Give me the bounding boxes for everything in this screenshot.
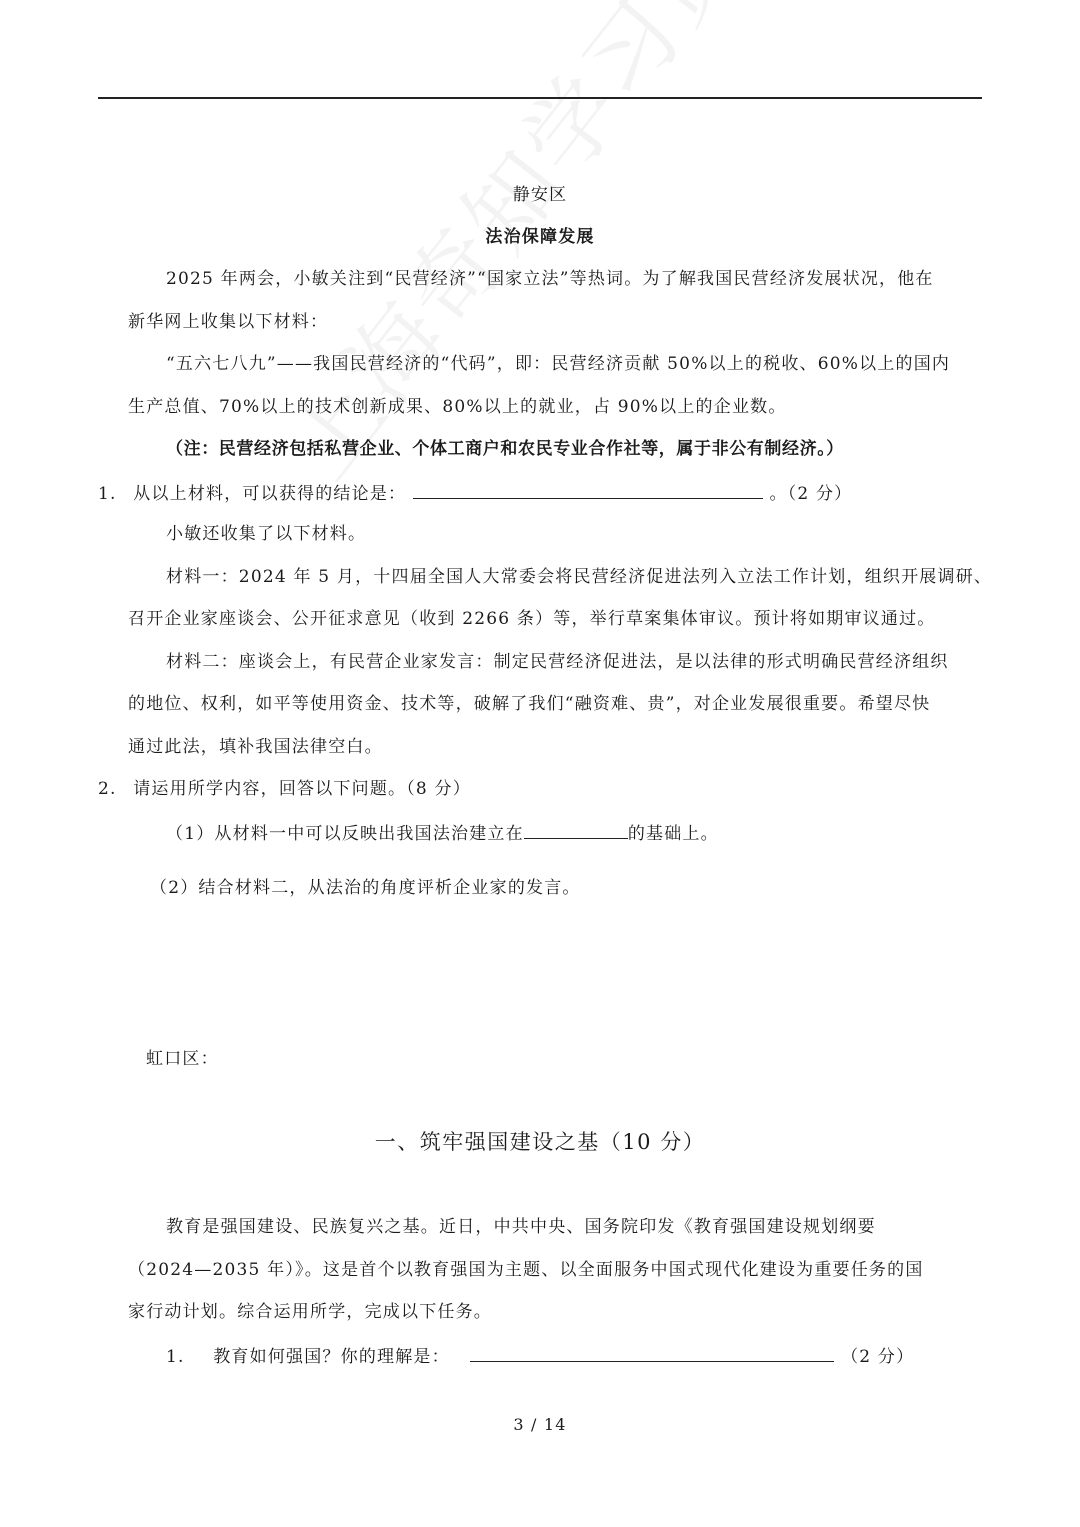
section-2-title: 一、筑牢强国建设之基（10 分） [374, 1130, 706, 1154]
question-2 [98, 777, 471, 801]
district-hongkou: 虹口区： [146, 1049, 219, 1069]
question-text: 请运用所学内容，回答以下问题。（8 分） [133, 779, 471, 799]
watermark [250, 0, 1080, 501]
education-line1: 教育是强国建设、民族复兴之基。近日，中共中央、国务院印发《教育强国建设规划纲要 [166, 1217, 876, 1237]
header-rule [98, 97, 982, 99]
question-text: 教育如何强国？你的理解是： [213, 1347, 450, 1367]
material-one-line2: 召开企业家座谈会、公开征求意见（收到 2266 条）等，举行草案集体审议。预计将如期审议通过。 [128, 609, 936, 629]
section-title: 法治保障发展 [485, 227, 595, 247]
material-two-line3: 通过此法，填补我国法律空白。 [128, 737, 383, 757]
material-two-line2: 的地位、权利，如平等使用资金、技术等，破解了我们“融资难、贵”，对企业发展很重要。希望尽快 [128, 694, 931, 714]
answer-blank[interactable] [413, 480, 763, 499]
question-1 [98, 480, 852, 506]
question-3 [166, 1343, 914, 1369]
material-one-line1: 材料一：2024 年 5 月，十四届全国人大常委会将民营经济促进法列入立法工作计划，组织开展调研、 [166, 567, 993, 587]
intro-paragraph-line2: 新华网上收集以下材料： [128, 312, 329, 332]
answer-blank[interactable] [524, 820, 628, 839]
note-text: （注：民营经济包括私营企业、个体工商户和农民专业合作社等，属于非公有制经济。） [166, 439, 844, 459]
collect-text: 小敏还收集了以下材料。 [166, 524, 367, 544]
page-number: 3 / 14 [513, 1415, 567, 1434]
question-points: （2 分） [841, 1347, 915, 1367]
sub-question-suffix: 的基础上。 [627, 824, 719, 844]
question-number: 2. [98, 779, 117, 799]
district-title: 静安区 [512, 185, 568, 205]
question-text: 从以上材料，可以获得的结论是： [133, 484, 407, 504]
material-line1: “五六七八九”——我国民营经济的“代码”，即：民营经济贡献 50%以上的税收、60%以上的国内 [166, 354, 951, 374]
question-number: 1. [98, 484, 117, 504]
education-line2: （2024—2035 年）》。这是首个以教育强国为主题、以全面服务中国式现代化建设为重要任务的国 [128, 1260, 924, 1280]
material-line2: 生产总值、70%以上的技术创新成果、80%以上的就业，占 90%以上的企业数。 [128, 397, 787, 417]
education-line3: 家行动计划。综合运用所学，完成以下任务。 [128, 1302, 492, 1322]
sub-question-text: （1）从材料一中可以反映出我国法治建立在 [166, 824, 524, 844]
material-two-line1: 材料二：座谈会上，有民营企业家发言：制定民营经济促进法，是以法律的形式明确民营经济组织 [166, 652, 949, 672]
question-number: 1. [166, 1347, 185, 1367]
question-2-2: （2）结合材料二，从法治的角度评析企业家的发言。 [150, 878, 581, 898]
answer-blank[interactable] [470, 1343, 834, 1362]
question-points: 。（2 分） [769, 484, 853, 504]
question-2-1 [166, 820, 719, 846]
intro-paragraph-line1: 2025 年两会，小敏关注到“民营经济”“国家立法”等热词。为了解我国民营经济发展状况，他在 [166, 269, 934, 289]
